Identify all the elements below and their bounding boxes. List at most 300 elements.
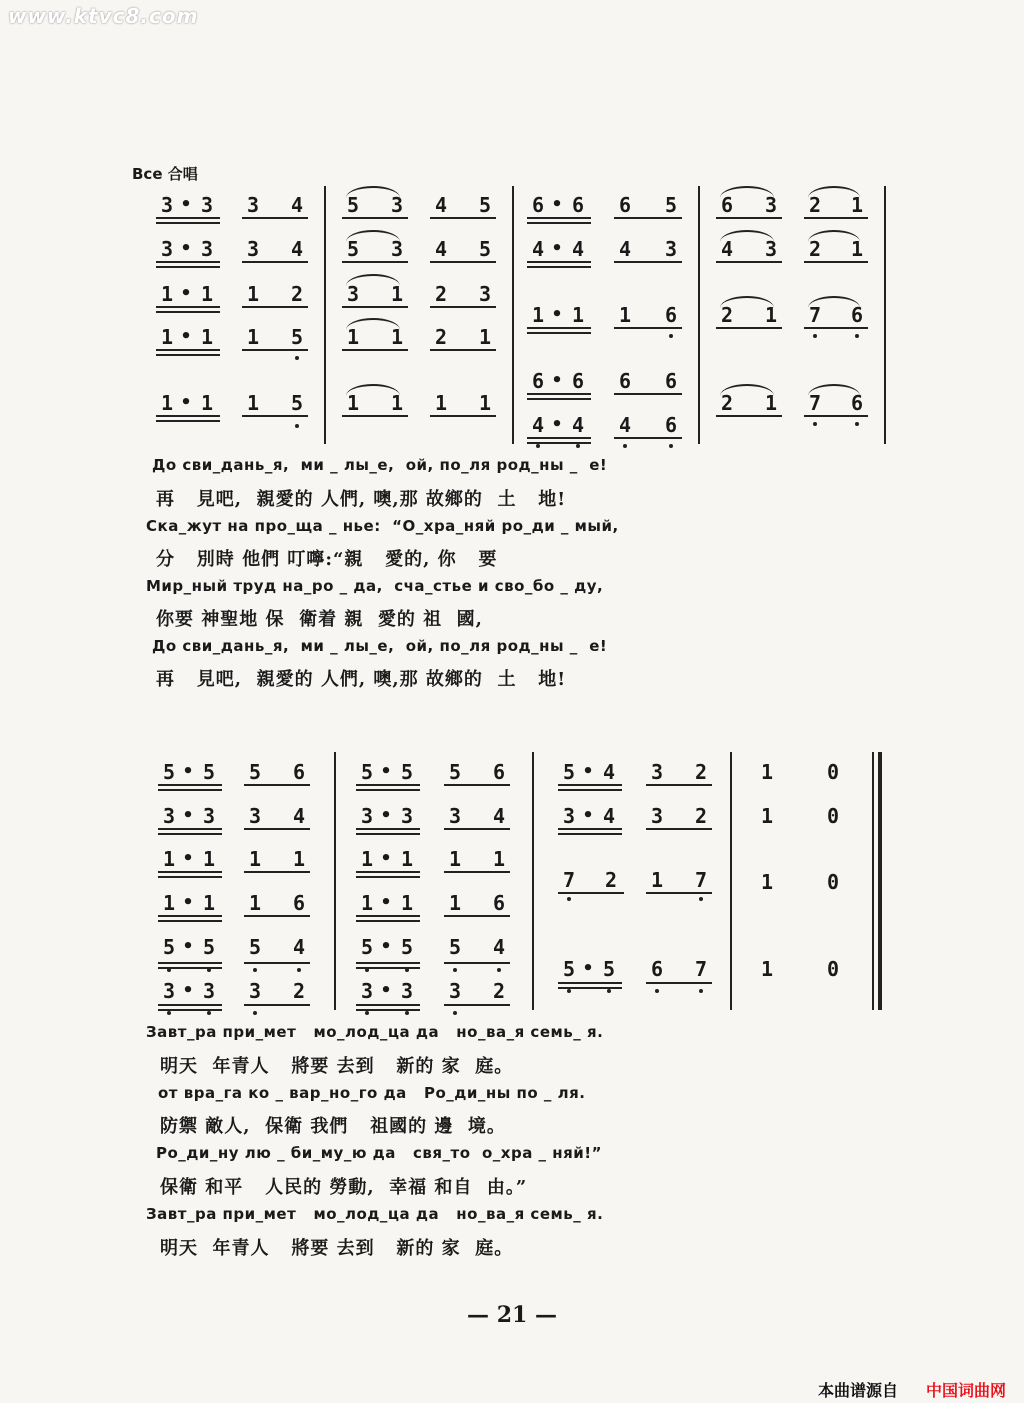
octave-dot [207,1011,211,1015]
note: 3 [478,282,492,306]
note: 3 [202,804,216,828]
beam-line [158,1004,222,1006]
octave-dot [567,897,571,901]
note: 5 [478,193,492,217]
note: 5 [602,957,616,981]
beam-line [156,311,220,313]
barline [324,186,326,444]
dot-separator: • [380,892,392,913]
slur [720,384,774,396]
note: 1 [478,391,492,415]
note: 2 [720,303,734,327]
note: 1 [160,391,174,415]
beam-line [804,327,868,329]
note: 1 [650,868,664,892]
slur [346,318,400,330]
note: 1 [202,891,216,915]
octave-dot [297,968,301,972]
beam-line [527,398,591,400]
note: 6 [720,193,734,217]
beam-line [527,332,591,334]
note: 4 [602,804,616,828]
note: 1 [202,847,216,871]
beam-line [527,393,591,395]
beam-line [156,415,220,417]
lyric-line-zh: 防禦 敵人, 保衛 我們 祖國的 邊 境。 [160,1116,506,1137]
beam-line [614,437,682,439]
note: 6 [650,957,664,981]
note: 1 [162,847,176,871]
final-barline-thin [872,752,874,1010]
slur [346,186,400,198]
octave-dot [623,444,627,448]
beam-line [158,920,222,922]
beam-line [244,871,310,873]
note: 4 [602,760,616,784]
dot-separator: • [380,805,392,826]
note: 5 [400,760,414,784]
note: 1 [850,237,864,261]
note: 3 [390,237,404,261]
dot-separator: • [551,370,563,391]
note: 5 [448,935,462,959]
octave-dot [295,424,299,428]
barline [730,752,732,1010]
beam-line [158,828,222,830]
note: 4 [290,193,304,217]
note: 4 [531,413,545,437]
note: 4 [434,193,448,217]
note: 5 [562,957,576,981]
octave-dot [655,989,659,993]
page-number: — 21 — [467,1302,557,1328]
note: 6 [492,891,506,915]
beam-line [356,962,420,964]
note: 6 [292,760,306,784]
slur [720,230,774,242]
beam-line [804,217,868,219]
note: 3 [650,760,664,784]
note: 1 [492,847,506,871]
beam-line [156,420,220,422]
note: 2 [292,979,306,1003]
beam-line [244,915,310,917]
slur [808,186,860,198]
note: 6 [492,760,506,784]
lyric-line-zh: 明天 年青人 將要 去到 新的 家 庭。 [160,1238,514,1259]
slur [720,186,774,198]
note: 4 [492,935,506,959]
note: 3 [162,804,176,828]
octave-dot [207,968,211,972]
beam-line [804,261,868,263]
barline [884,186,886,444]
beam-line [430,306,496,308]
note: 1 [246,391,260,415]
beam-line [527,437,591,439]
note: 1 [200,325,214,349]
octave-dot [405,1011,409,1015]
note: 1 [248,891,262,915]
beam-line [158,833,222,835]
barline [512,186,514,444]
dot-separator: • [582,805,594,826]
note: 3 [200,193,214,217]
note: 3 [400,804,414,828]
beam-line [156,306,220,308]
dot-separator: • [180,283,192,304]
note: 1 [160,282,174,306]
note: 1 [618,303,632,327]
lyric-line-ru: Завт_ра при_мет мо_лод_ца да но_ва_я семь_ я. [146,1205,604,1223]
note: 3 [664,237,678,261]
beam-line [156,354,220,356]
beam-line [242,261,308,263]
note: 5 [248,935,262,959]
beam-line [242,415,308,417]
lyric-line-ru: До сви_дань_я, ми _ лы_е, ой, по_ля род_ны _ е! [152,637,608,655]
note: 1 [360,847,374,871]
beam-line [646,982,712,984]
note: 3 [360,979,374,1003]
lyric-line-zh: 你要 神聖地 保 衛着 親 愛的 祖 國, [156,609,483,630]
beam-line [156,349,220,351]
dot-separator: • [182,936,194,957]
dot-separator: • [182,761,194,782]
barline [334,752,336,1010]
dot-separator: • [551,238,563,259]
beam-line [444,784,510,786]
note: 1 [434,391,448,415]
note: 6 [664,303,678,327]
note: 5 [202,935,216,959]
beam-line [158,915,222,917]
beam-line [558,833,622,835]
note: 5 [346,237,360,261]
note: 5 [202,760,216,784]
note: 4 [292,804,306,828]
note: 5 [360,760,374,784]
note: 1 [160,325,174,349]
note: 7 [694,957,708,981]
beam-line [242,217,308,219]
source-label: 本曲谱源自 [818,1381,899,1400]
lyric-line-ru: от вра_га ко _ вар_но_го да Ро_ди_ны по _ ля. [158,1084,586,1102]
note: 3 [764,193,778,217]
beam-line [244,962,310,964]
octave-dot [669,444,673,448]
beam-line [430,349,496,351]
lyric-line-ru: Завт_ра при_мет мо_лод_ца да но_ва_я семь_ я. [146,1023,604,1041]
note: 3 [160,193,174,217]
beam-line [716,261,782,263]
note: 4 [290,237,304,261]
beam-line [342,349,408,351]
note: 1 [390,282,404,306]
beam-line [356,1004,420,1006]
slur [808,296,860,308]
note: 1 [400,891,414,915]
note: 5 [664,193,678,217]
barline [532,752,534,1010]
beam-line [716,327,782,329]
note: 6 [618,193,632,217]
note: 1 [760,957,774,981]
beam-line [558,789,622,791]
note: 7 [562,868,576,892]
note: 1 [292,847,306,871]
octave-dot [253,1011,257,1015]
lyric-line-ru: Ро_ди_ну лю _ би_му_ю да свя_то о_хра _ няй!” [156,1144,602,1162]
note: 4 [571,237,585,261]
beam-line [244,784,310,786]
beam-line [156,261,220,263]
slur [346,274,400,286]
note: 1 [478,325,492,349]
lyric-line-zh: 再 見吧, 親愛的 人們, 噢,那 故鄉的 土 地! [156,669,567,690]
lyric-line-zh: 分 別時 他們 叮嚀:“親 愛的, 你 要 [156,549,498,570]
note: 7 [694,868,708,892]
note: 6 [531,369,545,393]
note: 2 [604,868,618,892]
note: 5 [346,193,360,217]
note: 6 [571,193,585,217]
octave-dot [405,968,409,972]
octave-dot [813,422,817,426]
note: 6 [618,369,632,393]
dot-separator: • [182,980,194,1001]
beam-line [356,915,420,917]
dot-separator: • [582,958,594,979]
octave-dot [365,1011,369,1015]
beam-line [242,306,308,308]
note: 3 [200,237,214,261]
note: 2 [694,804,708,828]
beam-line [356,784,420,786]
beam-line [158,876,222,878]
site-link[interactable]: 中国词曲网 [926,1381,1007,1400]
beam-line [614,327,682,329]
beam-line [444,1004,510,1006]
note: 3 [346,282,360,306]
note: 1 [571,303,585,327]
beam-line [558,892,624,894]
beam-line [356,789,420,791]
note: 5 [290,325,304,349]
lyric-line-ru: Мир_ный труд на_ро _ да, сча_стье и сво_бо _ ду, [146,577,604,595]
slur [346,384,400,396]
dot-separator: • [551,304,563,325]
note: 3 [390,193,404,217]
beam-line [444,915,510,917]
note: 1 [448,891,462,915]
note: 3 [650,804,664,828]
note: 4 [618,413,632,437]
note: 2 [434,325,448,349]
octave-dot [453,968,457,972]
section-label: Все 合唱 [132,165,198,183]
dot-separator: • [182,848,194,869]
slur [808,384,860,396]
note: 1 [346,391,360,415]
note: 1 [760,804,774,828]
octave-dot [855,334,859,338]
beam-line [158,789,222,791]
dot-separator: • [380,936,392,957]
dot-separator: • [180,392,192,413]
beam-line [527,217,591,219]
note: 2 [492,979,506,1003]
note: 3 [400,979,414,1003]
note: 1 [246,282,260,306]
note: 6 [850,303,864,327]
beam-line [527,266,591,268]
note: 5 [562,760,576,784]
beam-line [356,876,420,878]
note: 3 [246,193,260,217]
beam-line [614,393,682,395]
note: 4 [492,804,506,828]
note: 4 [720,237,734,261]
beam-line [646,828,712,830]
dot-separator: • [582,761,594,782]
octave-dot [699,897,703,901]
beam-line [804,415,868,417]
note: 5 [448,760,462,784]
octave-dot [253,968,257,972]
note: 6 [664,369,678,393]
beam-line [646,892,712,894]
note: 1 [850,193,864,217]
dot-separator: • [380,761,392,782]
note: 3 [448,804,462,828]
dot-separator: • [182,805,194,826]
watermark: www.ktvc8.com [8,4,199,28]
dot-separator: • [180,194,192,215]
note: 0 [826,760,840,784]
beam-line [158,871,222,873]
note: 6 [292,891,306,915]
note: 1 [764,391,778,415]
note: 6 [531,193,545,217]
note: 5 [162,760,176,784]
note: 1 [760,760,774,784]
beam-line [156,266,220,268]
octave-dot [607,989,611,993]
octave-dot [576,444,580,448]
note: 3 [248,804,262,828]
beam-line [356,828,420,830]
octave-dot [855,422,859,426]
beam-line [158,962,222,964]
note: 2 [290,282,304,306]
beam-line [356,833,420,835]
note: 4 [618,237,632,261]
beam-line [444,871,510,873]
note: 4 [292,935,306,959]
note: 6 [571,369,585,393]
note: 1 [448,847,462,871]
dot-separator: • [380,980,392,1001]
beam-line [356,871,420,873]
dot-separator: • [182,892,194,913]
lyric-line-zh: 再 見吧, 親愛的 人們, 噢,那 故鄉的 土 地! [156,489,567,510]
note: 5 [478,237,492,261]
octave-dot [365,968,369,972]
note: 1 [200,391,214,415]
note: 2 [694,760,708,784]
note: 0 [826,804,840,828]
note: 3 [202,979,216,1003]
slur [808,230,860,242]
beam-line [614,217,682,219]
beam-line [444,828,510,830]
beam-line [342,415,408,417]
note: 4 [434,237,448,261]
note: 2 [720,391,734,415]
note: 2 [808,193,822,217]
note: 7 [808,303,822,327]
slur [346,230,400,242]
octave-dot [453,1011,457,1015]
slur [720,296,774,308]
beam-line [342,306,408,308]
beam-line [646,784,712,786]
note: 1 [390,391,404,415]
lyric-line-ru: Ска_жут на про_ща _ нье: “О_хра_няй ро_ди _ мый, [146,517,619,535]
beam-line [716,217,782,219]
beam-line [558,828,622,830]
note: 1 [400,847,414,871]
note: 1 [346,325,360,349]
octave-dot [699,989,703,993]
beam-line [527,222,591,224]
note: 4 [531,237,545,261]
note: 0 [826,957,840,981]
octave-dot [536,444,540,448]
octave-dot [567,989,571,993]
note: 1 [760,870,774,894]
beam-line [430,261,496,263]
beam-line [558,784,622,786]
note: 2 [434,282,448,306]
note: 3 [764,237,778,261]
beam-line [614,261,682,263]
octave-dot [167,1011,171,1015]
note: 3 [562,804,576,828]
beam-line [356,920,420,922]
note: 1 [390,325,404,349]
beam-line [156,217,220,219]
note: 1 [200,282,214,306]
note: 6 [850,391,864,415]
note: 3 [246,237,260,261]
beam-line [158,784,222,786]
barline [698,186,700,444]
note: 1 [360,891,374,915]
note: 7 [808,391,822,415]
note: 6 [664,413,678,437]
dot-separator: • [180,238,192,259]
beam-line [156,222,220,224]
note: 1 [531,303,545,327]
beam-line [430,217,496,219]
note: 5 [400,935,414,959]
note: 1 [246,325,260,349]
octave-dot [813,334,817,338]
note: 5 [248,760,262,784]
beam-line [342,217,408,219]
